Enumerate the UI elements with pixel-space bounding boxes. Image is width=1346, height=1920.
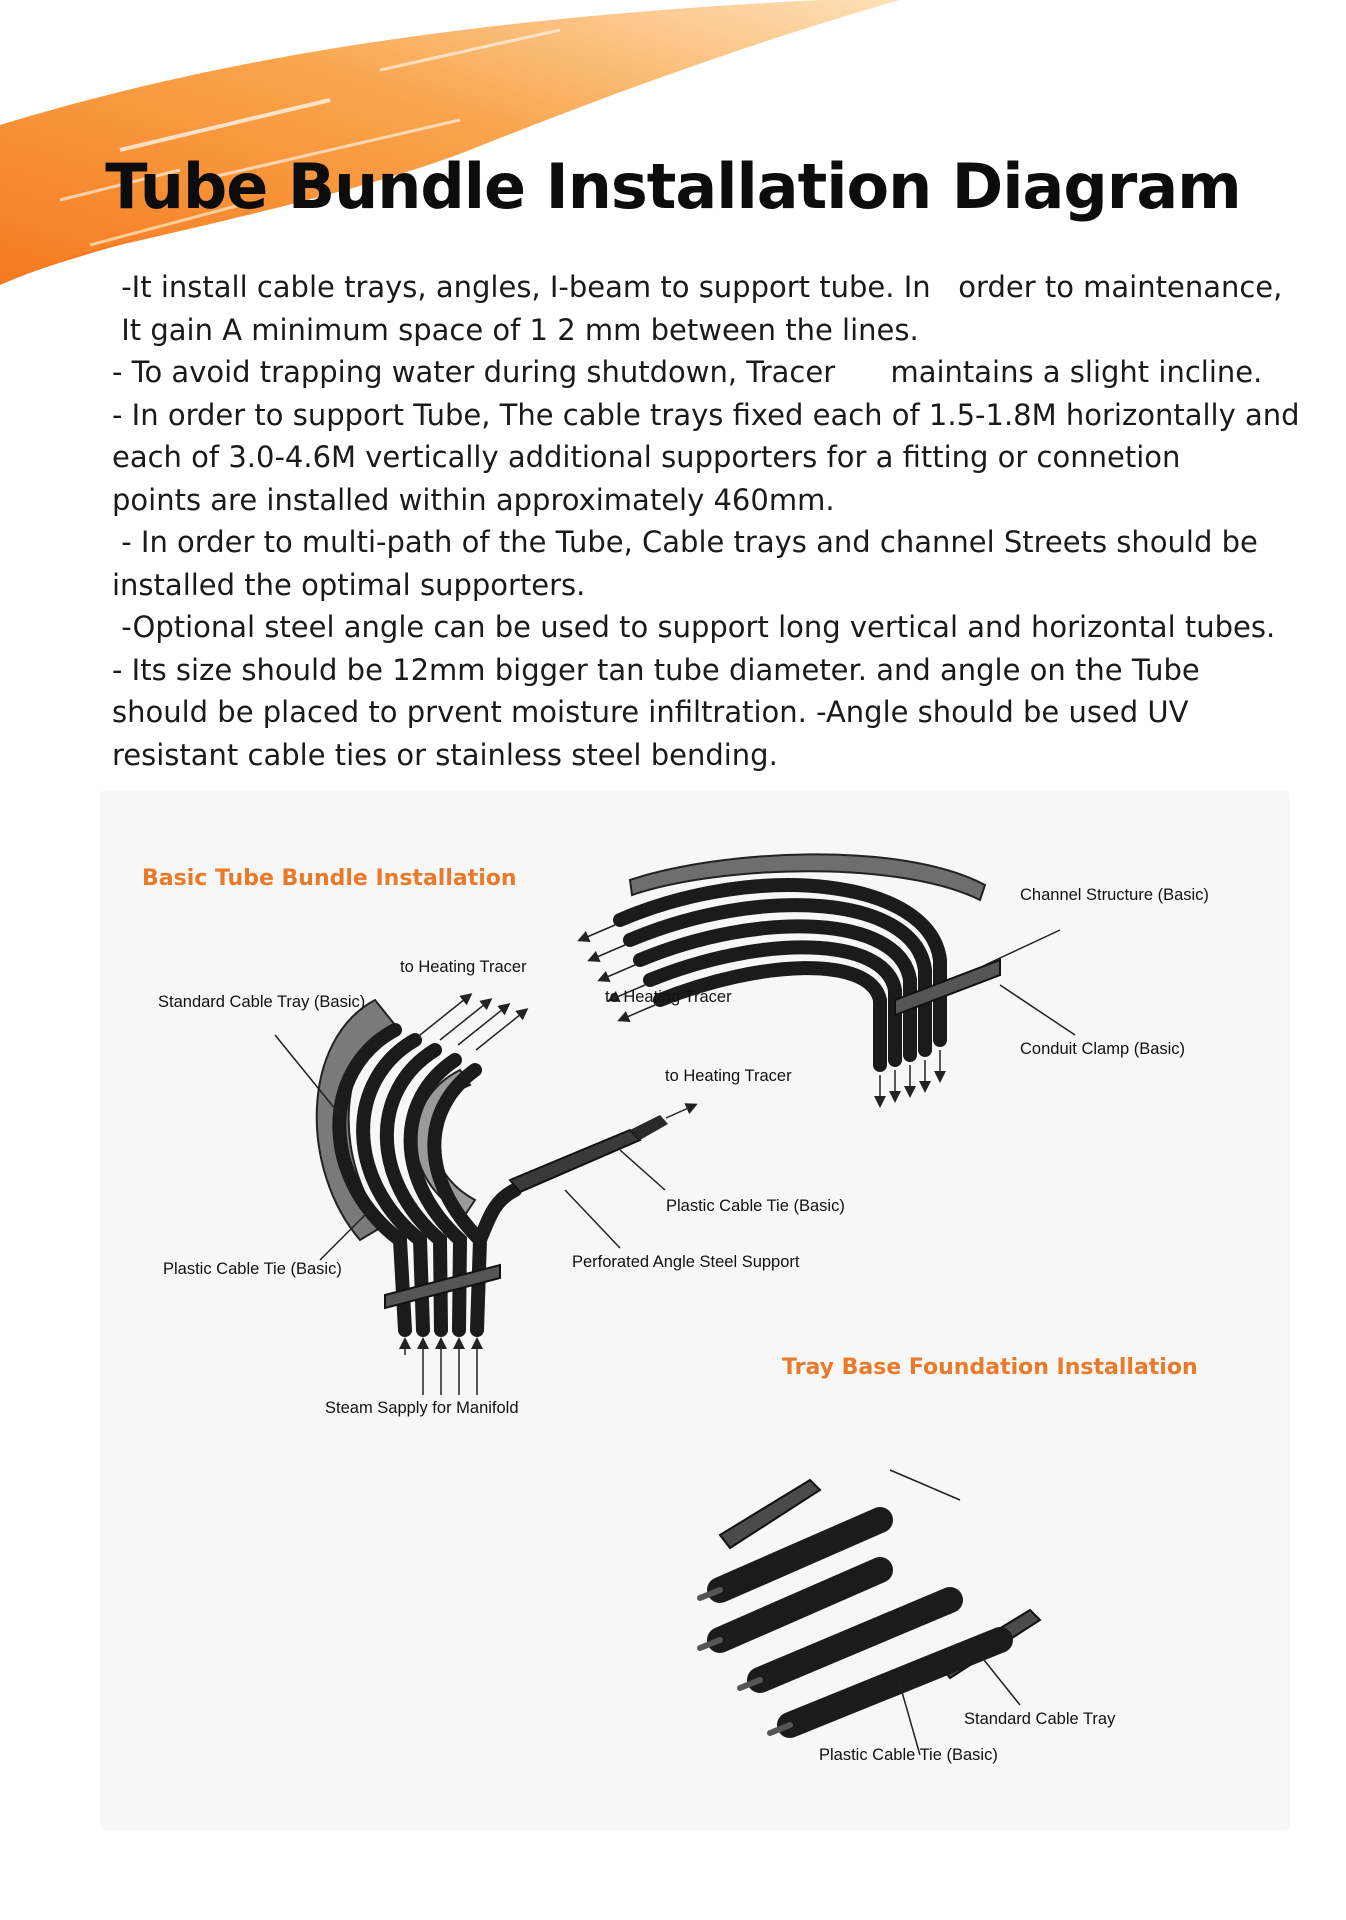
label-steam-supply: Steam Sapply for Manifold — [325, 1399, 519, 1417]
paragraph-line: - Its size should be 12mm bigger tan tube diameter. and angle on the Tube — [112, 652, 1200, 687]
paragraph-line: should be placed to prvent moisture infiltration. -Angle should be used UV — [112, 695, 1189, 729]
label-plastic-cable-tie-mid: Plastic Cable Tie (Basic) — [666, 1197, 845, 1215]
paragraph-line: each of 3.0-4.6M vertically additional supporters for a fitting or connetion — [112, 440, 1181, 474]
paragraph-line: -Optional steel angle can be used to support long vertical and horizontal tubes. — [112, 610, 1276, 644]
label-heating-tracer-1: to Heating Tracer — [400, 958, 527, 976]
paragraph-line: - In order to multi-path of the Tube, Cable trays and channel Streets should be — [112, 525, 1258, 559]
label-conduit-clamp: Conduit Clamp (Basic) — [1020, 1040, 1186, 1058]
left-tube-bundle — [317, 995, 695, 1395]
label-channel-structure: Channel Structure (Basic) — [1020, 886, 1209, 904]
paragraph-line: - To avoid trapping water during shutdown, Tracer maintains a slight incline. — [112, 355, 1263, 389]
label-heating-tracer-3: to Heating Tracer — [665, 1067, 792, 1085]
paragraph-line: installed the optimal supporters. — [112, 567, 586, 602]
paragraph-line: It gain A minimum space of 1 2 mm between the lines. — [112, 312, 919, 347]
tray-base-foundation — [700, 1470, 1040, 1733]
page-title: Tube Bundle Installation Diagram — [105, 150, 1241, 223]
paragraph-line: - In order to support Tube, The cable trays fixed each of 1.5-1.8M horizontally and — [112, 397, 1300, 432]
paragraph-line: resistant cable ties or stainless steel bending. — [112, 737, 778, 772]
paragraph-line: -It install cable trays, angles, I-beam to support tube. In order to maintenance, — [112, 270, 1283, 304]
tray-base-heading: Tray Base Foundation Installation — [782, 1355, 1198, 1380]
basic-installation-heading: Basic Tube Bundle Installation — [142, 866, 517, 891]
paragraph-line: points are installed within approximately 460mm. — [112, 482, 835, 517]
label-standard-cable-tray: Standard Cable Tray — [964, 1710, 1116, 1728]
label-plastic-cable-tie-bottom: Plastic Cable Tie (Basic) — [819, 1746, 998, 1764]
label-standard-cable-tray-basic: Standard Cable Tray (Basic) — [158, 993, 366, 1011]
label-heating-tracer-2: to Heating Tracer — [605, 988, 732, 1006]
label-perforated-angle: Perforated Angle Steel Support — [572, 1253, 800, 1271]
label-plastic-cable-tie-left: Plastic Cable Tie (Basic) — [163, 1260, 342, 1278]
